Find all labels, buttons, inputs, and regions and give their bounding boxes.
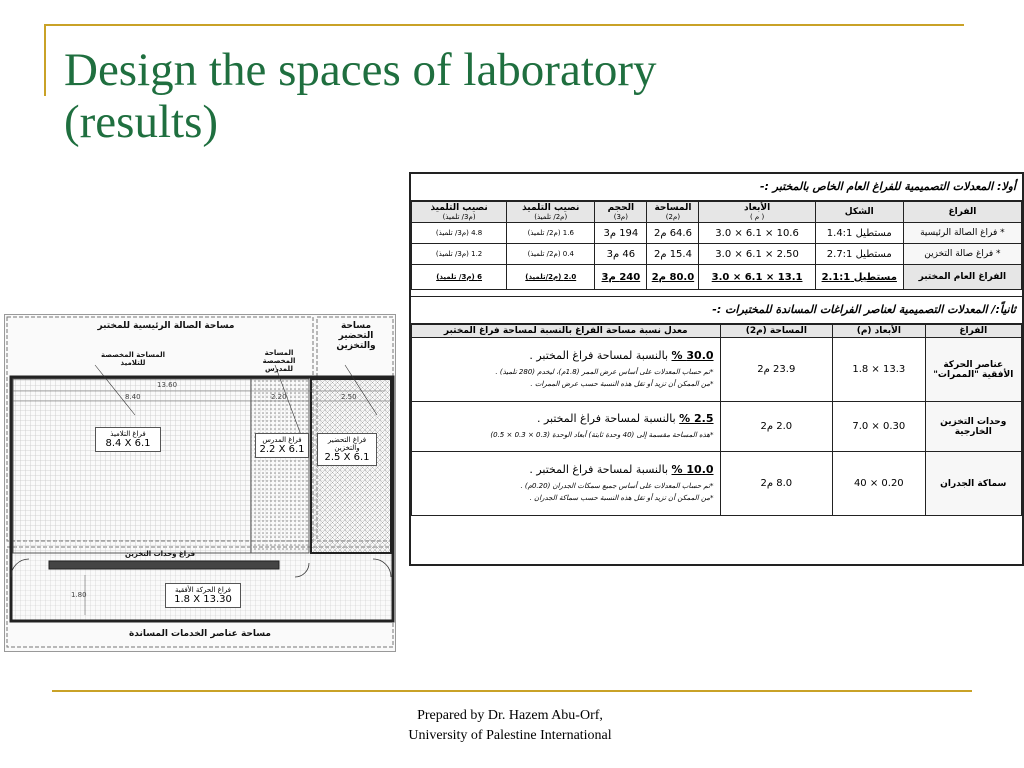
table1-cell-area: 15.4 م2 — [647, 244, 699, 265]
ratio-value: 10.0 % — [671, 463, 714, 476]
table1-cell-share-area: 0.4 (م2/ تلميذ) — [507, 244, 595, 265]
table1-cell-volume: 240 م3 — [595, 265, 647, 290]
footer-line-1: Prepared by Dr. Hazem Abu-Orf, — [417, 708, 603, 723]
plan-teacher-zone-label: المساحة المخصصة للمدرس — [262, 349, 296, 373]
student-space-dim: 8.4 X 6.1 — [105, 438, 151, 449]
support-spaces-table — [411, 324, 1022, 516]
table2-cell-area: 2.0 م2 — [720, 402, 833, 452]
table-row — [412, 452, 1022, 516]
corridor-label: فراغ الحركة الأفقية — [174, 586, 231, 594]
table1-header-shape: الشكل — [815, 202, 903, 223]
plan-dim-total: 13.60 — [157, 381, 178, 389]
plan-main-hall-label: مساحة الصالة الرئيسية للمختبر — [97, 321, 235, 331]
top-accent-line — [44, 24, 964, 26]
table1-cell-space: * فراغ صالة التخزين — [903, 244, 1021, 265]
table2-cell-space: عناصر الحركة الأفقية "الممرات" — [925, 338, 1021, 402]
table1-header-dims: الأبعاد ( م ) — [699, 202, 815, 223]
table1-cell-volume: 194 م3 — [595, 223, 647, 244]
table1-cell-shape: مستطيل 2.1:1 — [815, 265, 903, 290]
table1-cell-shape: مستطيل 1.4:1 — [815, 223, 903, 244]
corridor-dim: 1.8 X 13.30 — [174, 594, 232, 605]
slide-footer — [350, 706, 670, 746]
ratio-text: بالنسبة لمساحة فراغ المختبر . — [529, 349, 669, 362]
table2-cell-dims: 1.8 × 13.3 — [833, 338, 925, 402]
table2-cell-area: 8.0 م2 — [720, 452, 833, 516]
table-row — [412, 223, 1022, 244]
plan-storage-units-label: فراغ وحدات التخزين — [124, 550, 196, 558]
table2-cell-dims: 7.0 × 0.30 — [833, 402, 925, 452]
teacher-space-box — [255, 433, 309, 458]
table1-cell-volume: 46 م3 — [595, 244, 647, 265]
left-accent-line — [44, 24, 46, 96]
table1-header-volume: الحجم (م3) — [595, 202, 647, 223]
slide-title — [64, 44, 964, 148]
table1-header-area: المساحة (م2) — [647, 202, 699, 223]
teacher-space-dim: 2.2 X 6.1 — [259, 444, 305, 455]
general-space-table — [411, 201, 1022, 290]
table1-cell-share-area: 1.6 (م2/ تلميذ) — [507, 223, 595, 244]
ratio-note: *من الممكن أن تزيد أو تقل هذه النسبة حسب عرض الممرات . — [530, 380, 714, 388]
ratio-text: بالنسبة لمساحة فراغ المختبر . — [536, 412, 676, 425]
plan-student-zone-label: المساحة المخصصة للتلاميذ — [100, 351, 165, 367]
table1-cell-area: 80.0 م2 — [647, 265, 699, 290]
table-row — [412, 244, 1022, 265]
teacher-space-label: فراغ المدرس — [262, 436, 302, 444]
table2-header-dims: الأبعاد (م) — [833, 325, 925, 338]
ratio-note: *تم حساب المعدلات على أساس عرض الممر (1.8م)، ليخدم (280 تلميذ) . — [495, 368, 714, 376]
table1-header-row — [412, 202, 1022, 223]
table2-cell-space: سماكة الجدران — [925, 452, 1021, 516]
floor-plan — [4, 314, 396, 652]
plan-dim-storage: 2.50 — [341, 393, 357, 401]
table1-cell-area: 64.6 م2 — [647, 223, 699, 244]
ratio-value: 2.5 % — [679, 412, 714, 425]
ratio-value: 30.0 % — [671, 349, 714, 362]
table1-heading: أولا: المعدلات التصميمية للفراغ العام الخاص بالمختبر :- — [411, 174, 1022, 201]
table2-cell-ratio — [412, 402, 721, 452]
ratio-note: *تم حساب المعدلات على أساس جميع سمكات الجدران (0.20م) . — [520, 482, 714, 490]
title-line-2: (results) — [64, 96, 219, 148]
plan-bottom-label: مساحة عناصر الخدمات المساندة — [128, 629, 272, 639]
table1-header-share-area: نصيب التلميذ (م2/ تلميذ) — [507, 202, 595, 223]
student-space-box — [95, 427, 161, 452]
table2-header-ratio: معدل نسبة مساحة الفراغ بالنسبة لمساحة فراغ المختبر — [412, 325, 721, 338]
table2-heading: ثانياً:/ المعدلات التصميمية لعناصر الفراغات المساندة للمختبرات :- — [411, 296, 1022, 324]
table1-cell-space: * فراغ الصالة الرئيسية — [903, 223, 1021, 244]
table-row-total — [412, 265, 1022, 290]
storage-space-label: فراغ التحضير والتخزين — [327, 436, 367, 452]
plan-dim-corridor: 1.80 — [71, 591, 87, 599]
table2-cell-area: 23.9 م2 — [720, 338, 833, 402]
corridor-box — [165, 583, 241, 608]
table2-cell-space: وحدات التخزين الخارجية — [925, 402, 1021, 452]
table-row — [412, 402, 1022, 452]
table2-header-area: المساحة (م2) — [720, 325, 833, 338]
table1-cell-share-area: 2.0 (م2/تلميذ) — [507, 265, 595, 290]
table1-cell-dims: 3.0 × 6.1 × 2.50 — [699, 244, 815, 265]
table2-header-space: الفراغ — [925, 325, 1021, 338]
table1-cell-share-volume: 6 (م3/ تلميذ) — [412, 265, 507, 290]
ratio-text: بالنسبة لمساحة فراغ المختبر . — [529, 463, 669, 476]
table1-header-share-volume: نصيب التلميذ (م3/ تلميذ) — [412, 202, 507, 223]
footer-line-2: University of Palestine International — [408, 728, 612, 743]
plan-dim-student: 8.40 — [125, 393, 141, 401]
table1-cell-share-volume: 1.2 (م3/ تلميذ) — [412, 244, 507, 265]
table1-cell-dims: 3.0 × 6.1 × 13.1 — [699, 265, 815, 290]
table1-header-space: الفراغ — [903, 202, 1021, 223]
table1-cell-space: الفراغ العام المختبر — [903, 265, 1021, 290]
storage-space-box — [317, 433, 377, 466]
table2-cell-ratio — [412, 452, 721, 516]
table2-cell-ratio — [412, 338, 721, 402]
bottom-accent-line — [52, 690, 972, 692]
student-space-label: فراغ التلاميذ — [110, 430, 146, 438]
table1-cell-dims: 3.0 × 6.1 × 10.6 — [699, 223, 815, 244]
table1-cell-share-volume: 4.8 (م3/ تلميذ) — [412, 223, 507, 244]
design-rates-tables — [409, 172, 1024, 566]
storage-space-dim: 2.5 X 6.1 — [324, 452, 370, 463]
ratio-note: *من الممكن أن تزيد أو تقل هذه النسبة حسب سماكة الجدران . — [529, 494, 714, 502]
plan-dim-teacher: 2.20 — [271, 393, 287, 401]
table-row — [412, 338, 1022, 402]
plan-prep-label: مساحة التحضير والتخزين — [336, 321, 376, 351]
ratio-note: *هذه المساحة مقسمة إلى (40 وحدة ثابتة) أبعاد الوحدة (0.3 × 0.3 × 0.5) — [490, 431, 714, 439]
title-line-1: Design the spaces of laboratory — [64, 44, 657, 96]
table2-cell-dims: 40 × 0.20 — [833, 452, 925, 516]
table2-header-row — [412, 325, 1022, 338]
table1-cell-shape: مستطيل 2.7:1 — [815, 244, 903, 265]
